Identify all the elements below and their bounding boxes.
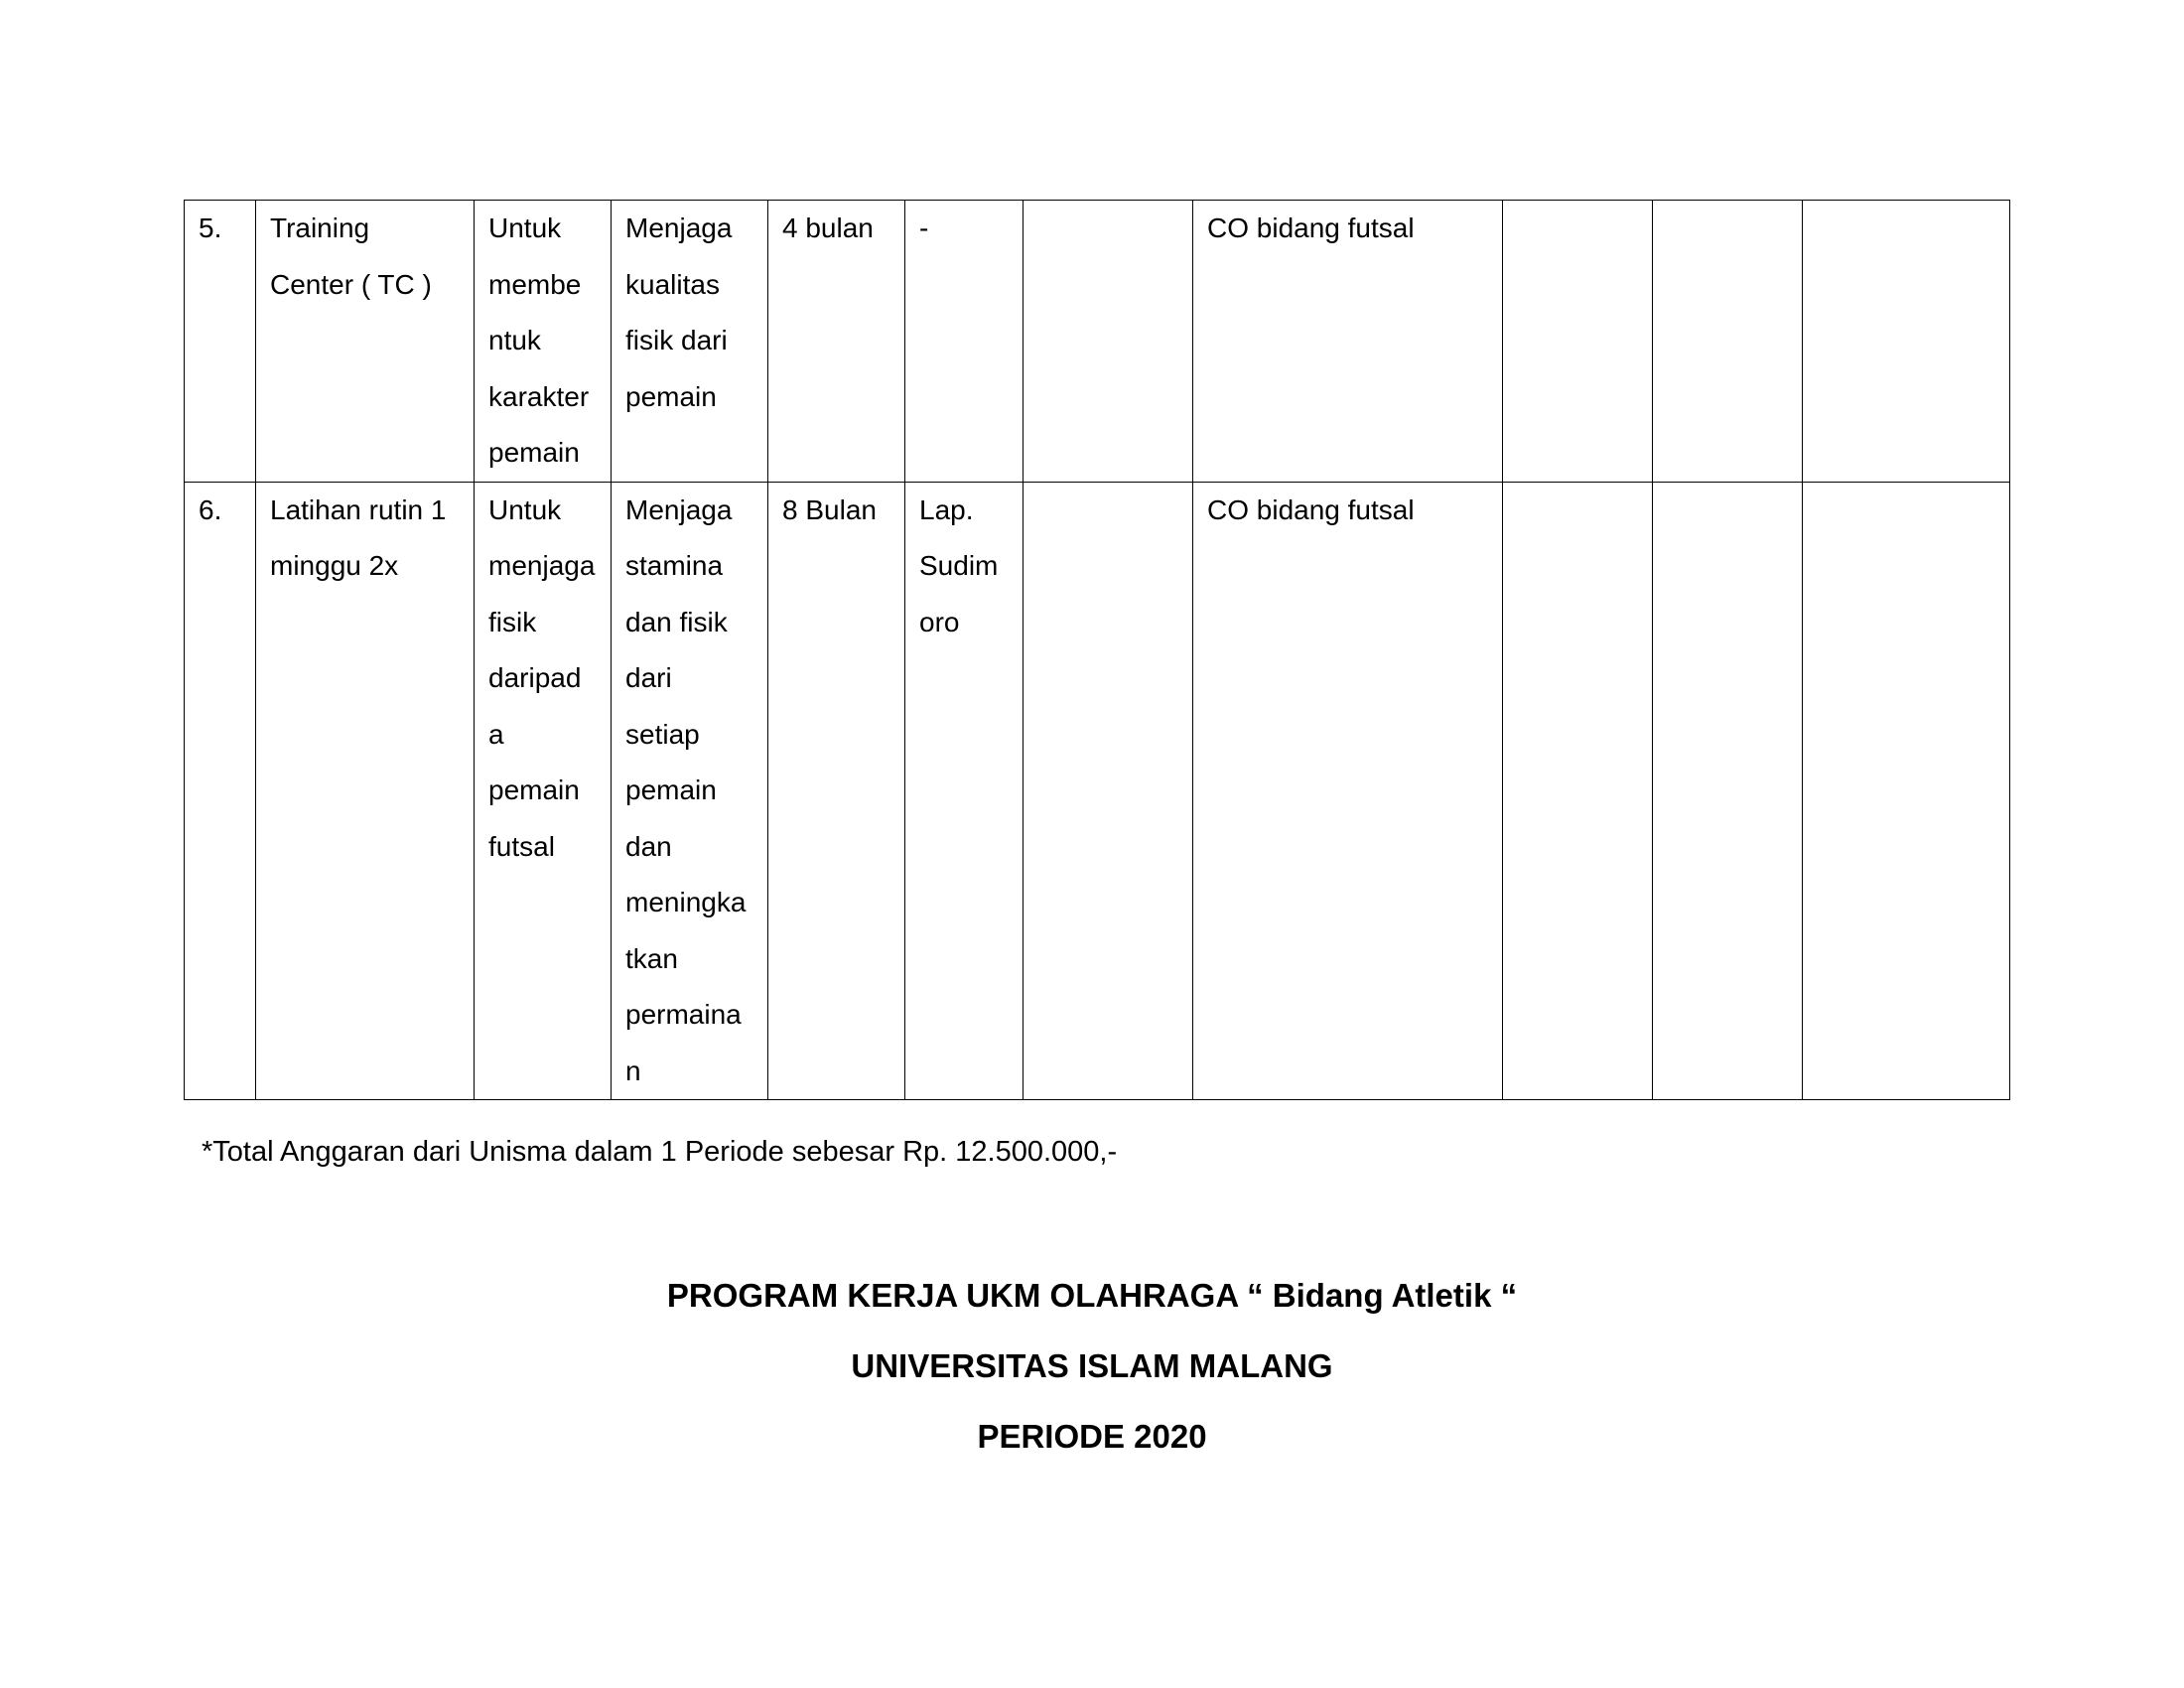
heading-period: PERIODE 2020	[977, 1418, 1207, 1455]
cell-text-line: karakter	[488, 380, 590, 412]
cell-sasaran	[612, 201, 768, 483]
cell-text-line: Menjaga	[625, 212, 733, 243]
cell-text-line: 8 Bulan	[782, 493, 877, 525]
cell-tujuan	[475, 201, 612, 483]
cell-text-line: daripad	[488, 662, 582, 693]
cell-text-line: Latihan rutin 1	[270, 493, 447, 525]
cell-empty	[1503, 482, 1653, 1100]
cell-empty	[1503, 201, 1653, 483]
cell-text-line: minggu 2x	[270, 550, 399, 581]
cell-penanggung-jawab	[1193, 482, 1503, 1100]
cell-text-line: -	[919, 212, 929, 243]
cell-text-line: Training	[270, 212, 370, 243]
heading-program-title: PROGRAM KERJA UKM OLAHRAGA “ Bidang Atletik “	[666, 1277, 1518, 1314]
cell-text-line: ntuk	[488, 325, 541, 355]
cell-no	[185, 482, 256, 1100]
cell-text-line: membe	[488, 268, 582, 300]
cell-text-line: permaina	[625, 999, 742, 1030]
cell-empty	[1653, 482, 1803, 1100]
cell-text-line: menjaga	[488, 550, 596, 581]
cell-empty	[1803, 201, 2010, 483]
cell-text-line: oro	[919, 606, 960, 637]
cell-empty	[1024, 201, 1193, 483]
cell-text-line: Sudim	[919, 550, 999, 581]
cell-text-line: Center ( TC )	[270, 268, 432, 300]
cell-waktu	[768, 201, 905, 483]
cell-empty	[1803, 482, 2010, 1100]
cell-text-line: meningka	[625, 887, 747, 917]
cell-text-line: dan	[625, 830, 672, 862]
cell-text-line: setiap	[625, 718, 700, 750]
cell-text-line: a	[488, 718, 504, 750]
cell-empty	[1024, 482, 1193, 1100]
cell-no	[185, 201, 256, 483]
cell-text-line: 4 bulan	[782, 212, 874, 243]
cell-text-line: Lap.	[919, 493, 974, 525]
cell-text-line: fisik	[488, 606, 537, 637]
cell-text-line: 6.	[199, 493, 222, 525]
cell-text-line: CO bidang futsal	[1207, 212, 1415, 243]
cell-text-line: fisik dari	[625, 325, 728, 355]
cell-text-line: stamina	[625, 550, 724, 581]
cell-sasaran	[612, 482, 768, 1100]
table-row	[185, 201, 2010, 483]
cell-text-line: futsal	[488, 830, 555, 862]
cell-penanggung-jawab	[1193, 201, 1503, 483]
cell-waktu	[768, 482, 905, 1100]
cell-text-line: pemain	[488, 437, 580, 468]
cell-text-line: Untuk	[488, 212, 562, 243]
cell-text-line: CO bidang futsal	[1207, 493, 1415, 525]
cell-text-line: pemain	[488, 774, 580, 805]
cell-text-line: n	[625, 1055, 641, 1086]
cell-text-line: kualitas	[625, 268, 720, 300]
cell-text-line: dari	[625, 662, 672, 693]
cell-text-line: tkan	[625, 942, 678, 974]
cell-text-line: 5.	[199, 212, 222, 243]
cell-text-line: Menjaga	[625, 493, 733, 525]
table-row	[185, 482, 2010, 1100]
cell-text-line: pemain	[625, 774, 717, 805]
heading-university: UNIVERSITAS ISLAM MALANG	[851, 1347, 1333, 1384]
cell-text-line: pemain	[625, 380, 717, 412]
section-heading	[0, 1271, 2184, 1482]
cell-tempat	[905, 482, 1024, 1100]
cell-text-line: Untuk	[488, 493, 562, 525]
cell-empty	[1653, 201, 1803, 483]
cell-tujuan	[475, 482, 612, 1100]
cell-kegiatan	[256, 482, 475, 1100]
budget-footnote: *Total Anggaran dari Unisma dalam 1 Periode sebesar Rp. 12.500.000,-	[202, 1136, 1118, 1168]
cell-text-line: dan fisik	[625, 606, 728, 637]
cell-kegiatan	[256, 201, 475, 483]
cell-tempat	[905, 201, 1024, 483]
program-table	[184, 200, 2010, 1100]
